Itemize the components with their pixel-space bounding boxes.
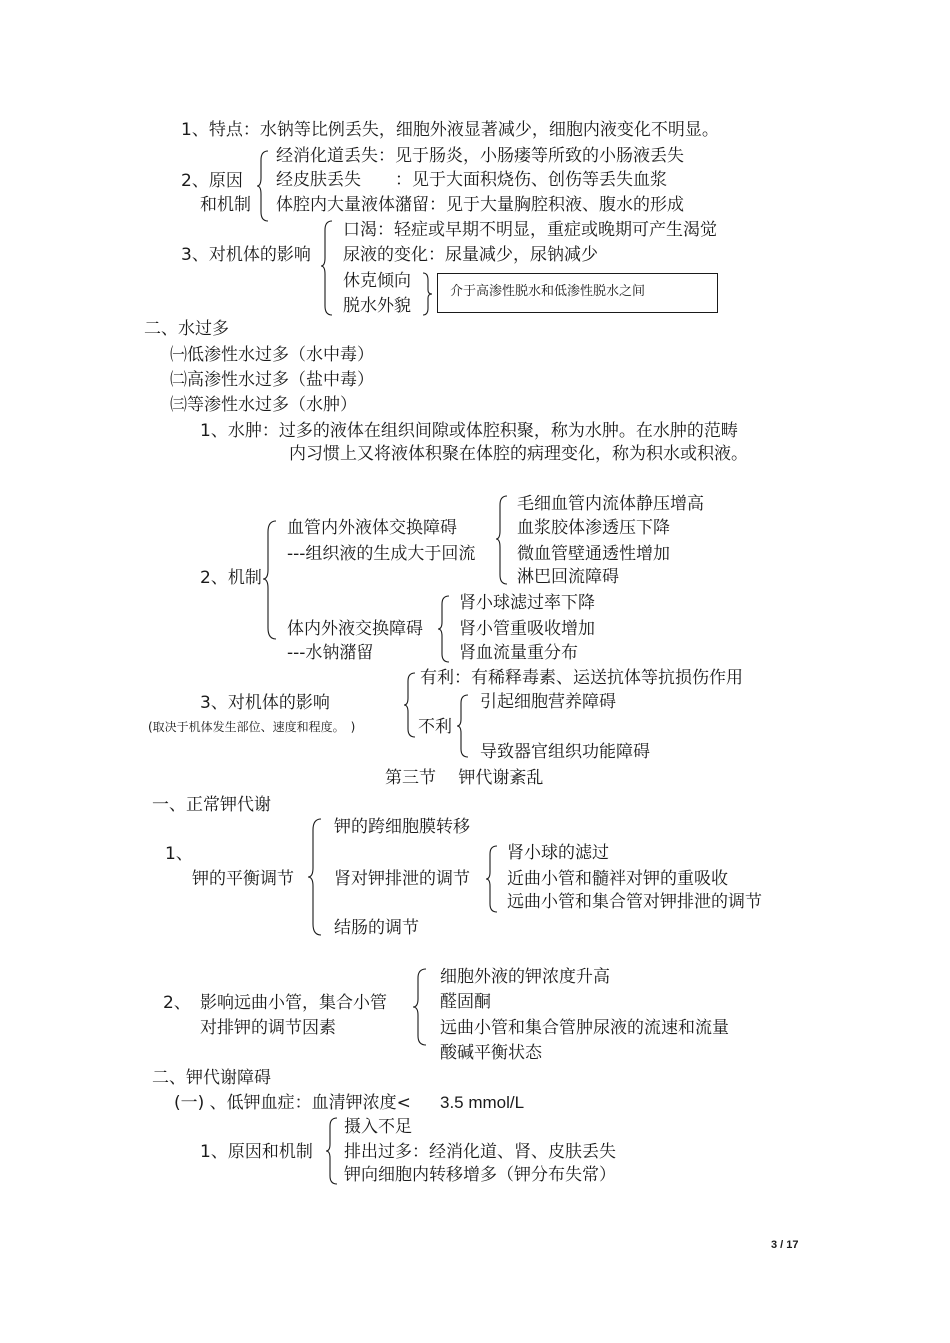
brace-kidney — [485, 845, 499, 913]
mechanism-a-sub: ---组织液的生成大于回流 — [287, 544, 476, 564]
heading-potassium-disorder: 二、钾代谢障碍 — [152, 1068, 271, 1088]
mechanism-b-item: 肾血流量重分布 — [459, 643, 578, 663]
feature-text: 1、特点：水钠等比例丢失，细胞外液显著减少，细胞内液变化不明显。 — [181, 120, 719, 140]
factor-item: 酸碱平衡状态 — [440, 1043, 542, 1063]
effect-label: 3、对机体的影响 — [200, 693, 330, 713]
factor-label-2: 对排钾的调节因素 — [200, 1018, 336, 1038]
benefit-text: 有利：有稀释毒素、运送抗体等抗损伤作用 — [420, 668, 743, 688]
balance-item: 结肠的调节 — [334, 918, 419, 938]
balance-item: 肾对钾排泄的调节 — [334, 869, 470, 889]
mechanism-b: 体内外液交换障碍 — [287, 619, 423, 639]
hypokalemia-value: 3.5 mmol/L — [440, 1093, 525, 1112]
cause-item: 钾向细胞内转移增多（钾分布失常） — [344, 1165, 616, 1185]
harm-label: 不利 — [418, 717, 452, 737]
cause-label-2: 和机制 — [200, 195, 251, 215]
mechanism-a: 血管内外液体交换障碍 — [287, 518, 457, 538]
cause-label: 1、原因和机制 — [200, 1142, 313, 1162]
brace-mechanism — [262, 520, 278, 642]
balance-item: 钾的跨细胞膜转移 — [334, 817, 470, 837]
heading-normal-potassium: 一、正常钾代谢 — [152, 795, 271, 815]
item-number: 1、 — [165, 844, 193, 864]
edema-definition-2: 内习惯上又将液体积聚在体腔的病理变化，称为积水或积液。 — [289, 444, 748, 464]
effect-item: 脱水外貌 — [343, 296, 411, 316]
cause-item: 体腔内大量液体潴留：见于大量胸腔积液、腹水的形成 — [276, 195, 684, 215]
cause-item: 排出过多：经消化道、肾、皮肤丢失 — [344, 1142, 616, 1162]
brace-effect — [403, 672, 417, 738]
brace-mechanism-a — [495, 495, 509, 585]
kidney-item: 肾小球的滤过 — [507, 843, 609, 863]
cause-item: 经皮肤丢失 ：见于大面积烧伤、创伤等丢失血浆 — [276, 170, 667, 190]
mechanism-b-item: 肾小管重吸收增加 — [459, 619, 595, 639]
effect-note: (取决于机体发生部位、速度和程度。 ) — [148, 720, 356, 734]
item-number: 2、 — [163, 993, 191, 1013]
hypokalemia-heading: (一) 、低钾血症：血清钾浓度< — [174, 1093, 411, 1113]
factor-item: 细胞外液的钾浓度升高 — [440, 967, 610, 987]
section-title: 第三节 钾代谢紊乱 — [385, 768, 544, 788]
cause-item: 经消化道丢失：见于肠炎，小肠瘘等所致的小肠液丢失 — [276, 146, 684, 166]
brace-harm — [456, 694, 470, 758]
note-box-text: 介于高渗性脱水和低渗性脱水之间 — [450, 284, 646, 299]
factor-item: 远曲小管和集合管肿尿液的流速和流量 — [440, 1018, 729, 1038]
effect-item: 口渴：轻症或早期不明显，重症或晚期可产生渴觉 — [343, 220, 717, 240]
brace-factors — [412, 968, 428, 1046]
mechanism-a-item: 淋巴回流障碍 — [517, 567, 619, 587]
cause-label: 2、原因 — [181, 171, 243, 191]
mechanism-a-item: 微血管壁通透性增加 — [517, 544, 670, 564]
brace-causes — [256, 150, 270, 222]
brace-balance — [307, 818, 323, 936]
brace-shock — [421, 272, 433, 316]
harm-item: 导致器官组织功能障碍 — [480, 742, 650, 762]
kidney-item: 远曲小管和集合管对钾排泄的调节 — [507, 892, 762, 912]
kidney-item: 近曲小管和髓袢对钾的重吸收 — [507, 869, 728, 889]
effect-item: 尿液的变化：尿量减少，尿钠减少 — [343, 245, 598, 265]
mechanism-label: 2、机制 — [200, 568, 262, 588]
balance-label: 钾的平衡调节 — [192, 869, 294, 889]
factor-item: 醛固酮 — [440, 992, 491, 1012]
list-item: ㈡高渗性水过多（盐中毒） — [170, 370, 374, 390]
mechanism-b-sub: ---水钠潴留 — [287, 643, 374, 663]
effect-item: 休克倾向 — [343, 271, 411, 291]
list-item: ㈢等渗性水过多（水肿） — [170, 395, 357, 415]
list-item: ㈠低渗性水过多（水中毒） — [170, 345, 374, 365]
factor-label: 影响远曲小管，集合小管 — [200, 993, 387, 1013]
mechanism-a-item: 毛细血管内流体静压增高 — [517, 494, 704, 514]
brace-effects — [320, 220, 334, 316]
brace-mechanism-b — [437, 595, 451, 663]
mechanism-b-item: 肾小球滤过率下降 — [459, 593, 595, 613]
effect-label: 3、对机体的影响 — [181, 245, 311, 265]
page-number: 3 / 17 — [771, 1239, 799, 1251]
cause-item: 摄入不足 — [344, 1117, 412, 1137]
mechanism-a-item: 血浆胶体渗透压下降 — [517, 518, 670, 538]
edema-definition: 1、水肿：过多的液体在组织间隙或体腔积聚，称为水肿。在水肿的范畴 — [200, 421, 738, 441]
harm-item: 引起细胞营养障碍 — [480, 692, 616, 712]
section-heading: 二、水过多 — [144, 319, 229, 339]
brace-hypokalemia-causes — [325, 1117, 339, 1185]
